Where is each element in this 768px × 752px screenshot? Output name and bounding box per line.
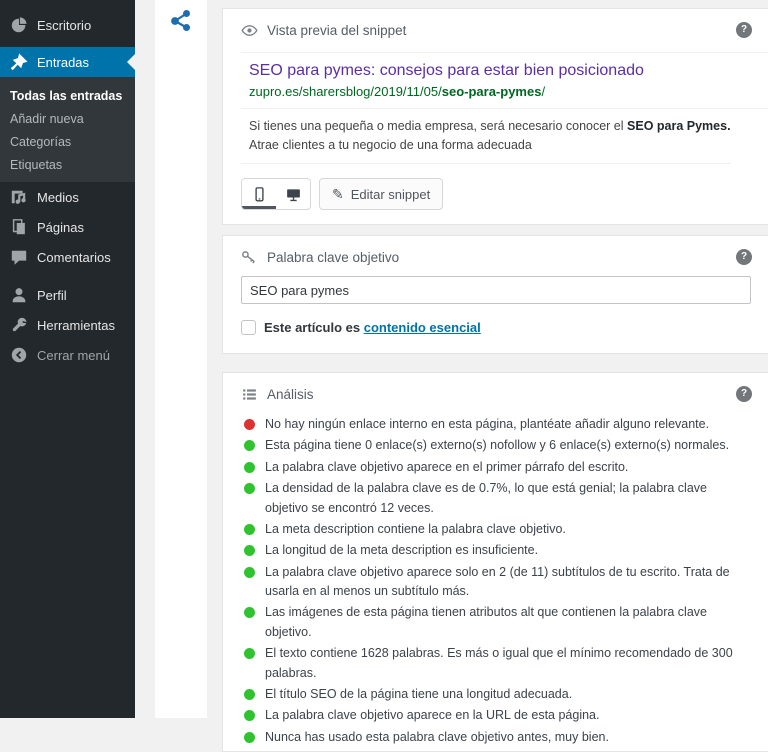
analysis-item (244, 685, 743, 704)
status-dot-icon (244, 462, 255, 473)
sidebar-item-escritorio[interactable] (0, 10, 135, 40)
submenu-item-categorias[interactable]: Categorías (10, 134, 72, 149)
status-dot-icon (244, 440, 255, 451)
sidebar-item-label: Páginas (37, 219, 84, 235)
key-icon (241, 249, 258, 266)
snippet-preview-card (222, 8, 768, 225)
pushpin-icon (10, 53, 28, 71)
focus-keyword-card (222, 235, 768, 354)
analysis-item (244, 541, 743, 560)
analysis-item-text: La densidad de la palabra clave es de 0.7%, lo que está genial; la palabra clave objetivo se encontró 12 veces. (265, 481, 707, 515)
cornerstone-label (264, 320, 481, 335)
card-title: Palabra clave objetivo (267, 250, 400, 265)
url-slug: seo-para-pymes (441, 84, 542, 99)
sidebar-item-label: Entradas (37, 54, 90, 70)
analysis-card-header (223, 373, 768, 403)
analysis-item (244, 728, 743, 747)
pages-icon (10, 218, 28, 236)
focus-keyword-input[interactable] (241, 276, 751, 304)
help-icon[interactable] (736, 249, 752, 265)
collapse-icon (10, 346, 28, 364)
admin-sidebar (0, 0, 135, 718)
status-dot-icon (244, 483, 255, 494)
eye-icon (241, 22, 258, 39)
analysis-item-text: La palabra clave objetivo aparece solo en 2 (de 11) subtítulos de tu escrito. Trata de usarla en al menos un subtítulo más. (265, 564, 730, 598)
dashboard-icon (10, 16, 28, 34)
analysis-item-text: Esta página tiene 0 enlace(s) externo(s) nofollow y 6 enlace(s) externo(s) normales. (265, 438, 730, 453)
analysis-item (244, 706, 743, 725)
current-menu-arrow-icon (119, 54, 135, 70)
analysis-item-text: El título SEO de la página tiene una longitud adecuada. (265, 686, 573, 701)
status-dot-icon (244, 419, 255, 430)
analysis-card (222, 372, 768, 752)
user-icon (10, 286, 28, 304)
analysis-item (244, 415, 743, 434)
snippet-buttons-row (241, 163, 731, 224)
analysis-item (244, 644, 743, 683)
analysis-item-text: La longitud de la meta description es insuficiente. (265, 543, 539, 558)
snippet-title-block (241, 52, 768, 108)
keyword-card-header (223, 236, 768, 266)
status-dot-icon (244, 607, 255, 618)
media-icon (10, 188, 28, 206)
help-icon[interactable] (736, 386, 752, 402)
desktop-preview-button[interactable] (276, 179, 310, 209)
cornerstone-checkbox-row (241, 320, 768, 335)
card-title: Análisis (267, 387, 314, 402)
analysis-item (244, 436, 743, 455)
submenu-item-todas-las-entradas[interactable]: Todas las entradas (10, 88, 123, 103)
description-text-line2: Atrae clientes a tu negocio de una forma adecuada (249, 138, 532, 152)
snippet-description-block (241, 108, 768, 163)
status-dot-icon (244, 732, 255, 743)
cornerstone-label-text: Este artículo es (264, 320, 364, 335)
analysis-item-text: Las imágenes de esta página tienen atributos alt que contienen la palabra clave objetivo. (265, 605, 707, 639)
phone-icon (251, 186, 268, 203)
sidebar-item-cerrar-menu[interactable] (0, 340, 135, 370)
sidebar-item-medios[interactable] (0, 182, 135, 212)
card-title: Vista previa del snippet (267, 23, 407, 38)
share-icon[interactable] (169, 8, 193, 32)
status-dot-icon (244, 710, 255, 721)
edit-snippet-button[interactable] (319, 178, 443, 210)
sidebar-item-perfil[interactable] (0, 280, 135, 310)
snippet-preview (241, 52, 768, 224)
analysis-item (244, 520, 743, 539)
pencil-icon: ✎ (332, 186, 344, 202)
menu-separator (0, 272, 135, 280)
list-icon (241, 386, 258, 403)
snippet-card-header (223, 9, 768, 39)
status-dot-icon (244, 689, 255, 700)
tools-icon (10, 316, 28, 334)
sidebar-item-label: Medios (37, 189, 79, 205)
help-icon[interactable] (736, 22, 752, 38)
status-dot-icon (244, 524, 255, 535)
sidebar-item-entradas[interactable] (0, 47, 135, 77)
analysis-item-text: La meta description contiene la palabra clave objetivo. (265, 521, 566, 536)
snippet-seo-title[interactable]: SEO para pymes: consejos para estar bien posicionado (249, 62, 644, 79)
sidebar-item-label: Herramientas (37, 317, 116, 333)
snippet-meta-description (249, 117, 731, 155)
sidebar-item-herramientas[interactable] (0, 310, 135, 340)
submenu-item-anadir-nueva[interactable]: Añadir nueva (10, 111, 84, 126)
comments-icon (10, 248, 28, 266)
description-keyword-bold: SEO para Pymes. (627, 119, 731, 133)
url-prefix: zupro.es/sharersblog/2019/11/05/ (249, 84, 442, 99)
description-text: Si tienes una pequeña o media empresa, será necesario conocer el (249, 119, 628, 133)
sidebar-item-label: Escritorio (37, 17, 92, 33)
sidebar-item-comentarios[interactable] (0, 242, 135, 272)
edit-snippet-label: Editar snippet (350, 186, 431, 202)
entradas-submenu (0, 77, 135, 182)
url-suffix: / (541, 84, 546, 99)
analysis-item (244, 603, 743, 642)
sidebar-item-label: Perfil (37, 287, 67, 303)
submenu-item-etiquetas[interactable]: Etiquetas (10, 157, 63, 172)
analysis-item-text: Nunca has usado esta palabra clave objetivo antes, muy bien. (265, 729, 609, 744)
preview-mode-toggle (241, 178, 311, 210)
sidebar-item-paginas[interactable] (0, 212, 135, 242)
cornerstone-checkbox[interactable] (241, 320, 256, 335)
analysis-item-text: El texto contiene 1628 palabras. Es más o igual que el mínimo recomendado de 300 palabras. (265, 646, 733, 680)
status-dot-icon (244, 545, 255, 556)
analysis-list (223, 403, 768, 747)
analysis-item (244, 458, 743, 477)
status-dot-icon (244, 567, 255, 578)
monitor-icon (285, 186, 302, 203)
sidebar-item-label: Comentarios (37, 249, 111, 265)
analysis-item (244, 563, 743, 602)
cornerstone-link[interactable]: contenido esencial (363, 320, 481, 335)
share-toolbar (155, 0, 207, 718)
analysis-item-text: No hay ningún enlace interno en esta página, plantéate añadir alguno relevante. (265, 417, 710, 431)
sidebar-item-label: Cerrar menú (37, 347, 110, 363)
mobile-preview-button[interactable] (242, 179, 276, 209)
status-dot-icon (244, 648, 255, 659)
analysis-item (244, 479, 743, 518)
analysis-item-text: La palabra clave objetivo aparece en el primer párrafo del escrito. (265, 459, 629, 474)
snippet-url (249, 83, 731, 100)
analysis-item-text: La palabra clave objetivo aparece en la URL de esta página. (265, 708, 600, 723)
